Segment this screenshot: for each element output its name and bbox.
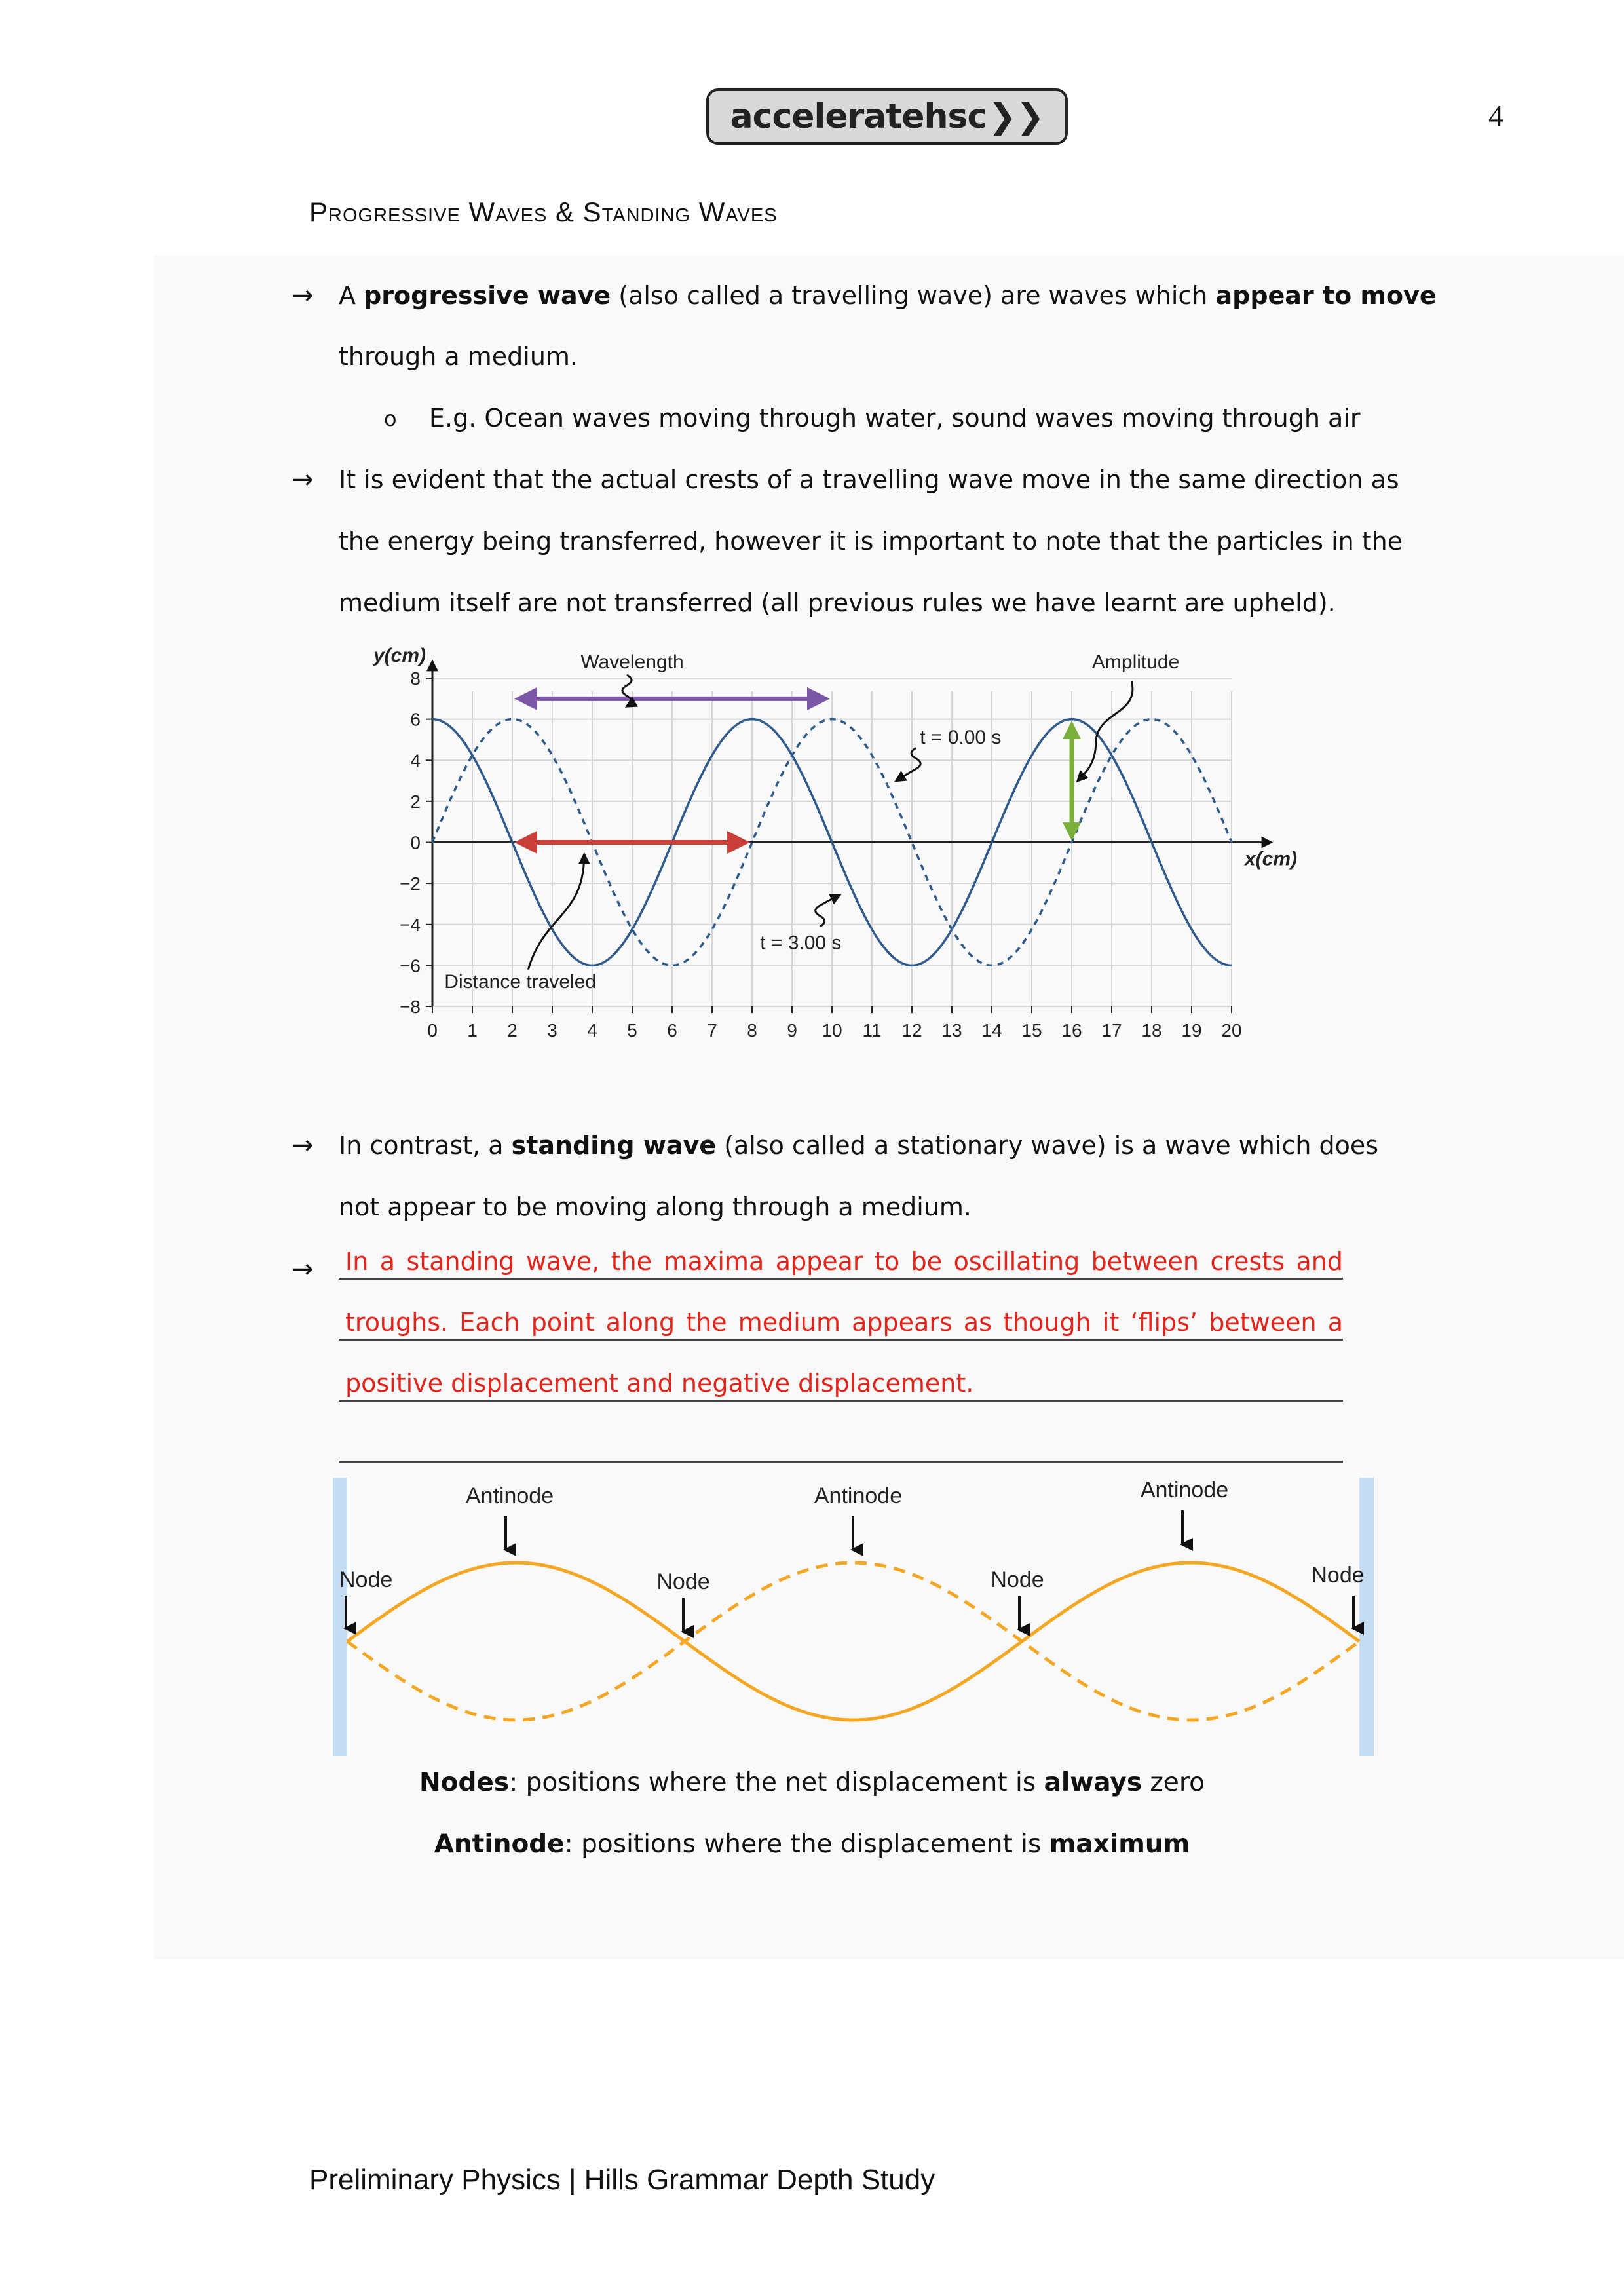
term-antinode: Antinode (434, 1829, 565, 1859)
brand-logo (706, 88, 1068, 145)
distance-pointer-icon (528, 854, 584, 969)
amplitude-label: Amplitude (1091, 651, 1180, 673)
travelling-wave-chart (354, 629, 1310, 1048)
text: In contrast, a (339, 1131, 512, 1160)
x-tick-label: 10 (821, 1020, 842, 1041)
t0-pointer-icon (896, 748, 920, 780)
standing-wave-diagram (328, 1478, 1376, 1766)
t3-label: t = 3.00 s (760, 932, 842, 954)
arrow-bullet-icon: → (292, 1254, 314, 1284)
bullet-crests-line1: It is evident that the actual crests of a travelling wave move in the same direction as (339, 465, 1399, 494)
y-tick-label: −6 (400, 955, 421, 976)
arrow-bullet-icon: → (292, 1130, 314, 1160)
text: zero (1142, 1768, 1205, 1797)
standing-wave-dashed (347, 1563, 1359, 1720)
text: (also called a travelling wave) are waves which (611, 281, 1216, 310)
x-tick-label: 15 (1021, 1020, 1042, 1041)
y-tick-label: 4 (410, 750, 421, 771)
y-tick-label: 2 (410, 791, 421, 812)
antinode-definition (0, 1828, 1624, 1861)
x-tick-label: 9 (787, 1020, 797, 1041)
node-label: Node (1311, 1563, 1365, 1588)
x-tick-label: 8 (747, 1020, 757, 1041)
term-nodes: Nodes (419, 1768, 510, 1797)
text: : positions where the net displacement is (509, 1768, 1044, 1797)
text: A (339, 281, 364, 310)
x-tick-label: 18 (1141, 1020, 1162, 1041)
bullet-progressive-line1 (339, 279, 1437, 312)
x-tick-label: 11 (862, 1020, 882, 1041)
x-tick-label: 13 (941, 1020, 962, 1041)
distance-traveled-label: Distance traveled (444, 970, 597, 993)
x-tick-label: 3 (547, 1020, 557, 1041)
answer-line-4-blank (339, 1428, 1343, 1463)
term-always: always (1044, 1768, 1142, 1797)
antinode-label: Antinode (465, 1483, 554, 1508)
y-tick-label: 8 (410, 668, 421, 689)
x-tick-label: 12 (901, 1020, 922, 1041)
x-tick-label: 19 (1181, 1020, 1202, 1041)
double-chevron-icon: ❯❯ (988, 97, 1044, 136)
y-tick-label: −2 (400, 873, 421, 894)
x-tick-label: 17 (1101, 1020, 1122, 1041)
node-label: Node (656, 1569, 710, 1594)
text: (also called a stationary wave) is a wave which does (716, 1131, 1379, 1160)
page-number: 4 (1488, 99, 1503, 132)
squiggle-pointer-icon (622, 675, 632, 706)
sub-bullet-marker: o (384, 406, 397, 431)
x-tick-label: 2 (507, 1020, 518, 1041)
amplitude-pointer-icon (1078, 681, 1133, 781)
bullet-progressive-line2: through a medium. (339, 342, 578, 371)
y-tick-label: −8 (400, 997, 421, 1017)
nodes-definition (0, 1767, 1624, 1799)
term-maximum: maximum (1049, 1829, 1190, 1859)
bullet-standing-line1 (339, 1129, 1378, 1162)
t0-label: t = 0.00 s (920, 727, 1002, 749)
term-standing-wave: standing wave (511, 1131, 717, 1160)
x-tick-label: 5 (627, 1020, 637, 1041)
x-tick-label: 6 (667, 1020, 677, 1041)
text: : positions where the displacement is (564, 1829, 1049, 1859)
node-label: Node (991, 1567, 1044, 1592)
standing-wave-solid (347, 1563, 1359, 1720)
y-tick-label: 0 (410, 832, 421, 853)
bullet-standing-line2: not appear to be moving along through a medium. (339, 1193, 972, 1221)
logo-text: acceleratehsc (730, 97, 987, 136)
sub-bullet-example: E.g. Ocean waves moving through water, sound waves moving through air (429, 404, 1361, 432)
x-tick-label: 0 (427, 1020, 438, 1041)
arrow-bullet-icon: → (292, 280, 314, 311)
y-tick-label: −4 (400, 914, 421, 935)
x-tick-label: 16 (1061, 1020, 1082, 1041)
answer-line-2: troughs. Each point along the medium appears as though it ‘flips’ between a (339, 1306, 1343, 1341)
bullet-crests-line3: medium itself are not transferred (all previous rules we have learnt are upheld). (339, 588, 1336, 617)
right-wall (1359, 1478, 1374, 1756)
antinode-label: Antinode (814, 1483, 903, 1508)
antinode-label: Antinode (1140, 1478, 1229, 1502)
term-appear-to-move: appear to move (1215, 281, 1437, 310)
answer-line-3: positive displacement and negative displacement. (339, 1367, 1343, 1402)
arrow-bullet-icon: → (292, 465, 314, 495)
x-axis-label: x(cm) (1245, 848, 1298, 870)
x-tick-label: 7 (707, 1020, 717, 1041)
section-title: Progressive Waves & Standing Waves (309, 197, 778, 227)
bullet-crests-line2: the energy being transferred, however it is important to note that the particles in the (339, 527, 1403, 556)
t3-pointer-icon (816, 895, 840, 927)
y-axis-label: y(cm) (373, 645, 426, 666)
term-progressive-wave: progressive wave (364, 281, 611, 310)
page-footer: Preliminary Physics | Hills Grammar Depth Study (309, 2164, 935, 2196)
answer-line-1: In a standing wave, the maxima appear to be oscillating between crests and (339, 1245, 1343, 1280)
node-label: Node (339, 1567, 393, 1592)
x-tick-label: 1 (467, 1020, 478, 1041)
x-tick-label: 14 (981, 1020, 1002, 1041)
wavelength-label: Wavelength (580, 651, 684, 673)
y-tick-label: 6 (410, 709, 421, 730)
x-tick-label: 20 (1221, 1020, 1242, 1041)
x-tick-label: 4 (587, 1020, 597, 1041)
